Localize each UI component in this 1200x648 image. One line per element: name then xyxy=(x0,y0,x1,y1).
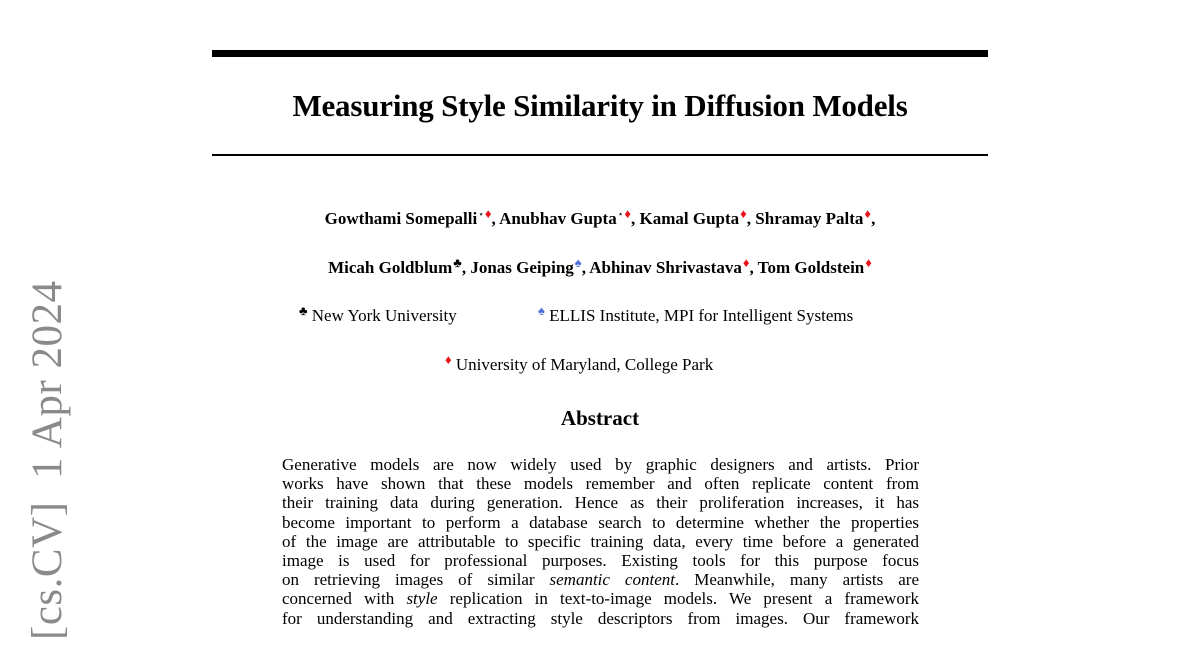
abstract-line: of the image are attributable to specific training data, every time before a generated xyxy=(282,531,919,551)
diamond-icon: ♦ xyxy=(484,206,492,221)
arxiv-category: [cs.CV] xyxy=(24,501,71,640)
abstract-line: works have shown that these models remember and often replicate content from xyxy=(282,474,919,494)
abstract-line: Generative models are now widely used by graphic designers and artists. Prior xyxy=(282,455,919,474)
diamond-icon: ♦ xyxy=(742,255,750,270)
abstract-line: their training data during generation. Hence as their proliferation increases, it has xyxy=(282,493,919,513)
author-separator: , xyxy=(491,209,500,228)
diamond-icon: ♦ xyxy=(445,352,452,367)
author-name: Abhinav Shrivastava xyxy=(589,258,742,277)
affiliation-ellis xyxy=(537,305,853,328)
author-name: Gowthami Somepalli xyxy=(324,209,478,228)
equal-contribution-star: ⋆ xyxy=(478,209,484,219)
affiliation-name: New York University xyxy=(311,306,457,325)
author-name: Tom Goldstein xyxy=(757,258,865,277)
author-name: Shramay Palta xyxy=(755,209,864,228)
equal-contribution-star: ⋆ xyxy=(617,209,624,219)
author-separator: , xyxy=(461,258,471,277)
club-icon: ♣ xyxy=(453,255,462,270)
author-name: Micah Goldblum xyxy=(328,258,453,277)
affiliation-name: ELLIS Institute, MPI for Intelligent Systems xyxy=(549,306,854,325)
abstract-line: become important to perform a database search to determine whether the properties xyxy=(282,512,919,532)
arxiv-date: 1 Apr 2024 xyxy=(24,280,71,480)
affiliation-name: University of Maryland, College Park xyxy=(455,355,714,374)
authors-line-2 xyxy=(212,257,988,280)
abstract-line: image is used for professional purposes. Existing tools for this purpose focus xyxy=(282,550,919,570)
arxiv-watermark xyxy=(26,281,70,640)
affiliation-nyu xyxy=(298,305,457,328)
author-separator: , xyxy=(630,209,640,228)
abstract-line: for understanding and extracting style descriptors from images. Our framework xyxy=(282,608,919,628)
author-name: Anubhav Gupta xyxy=(499,209,617,228)
title-bottom-rule xyxy=(212,154,988,156)
affiliation-umd xyxy=(444,354,713,377)
diamond-icon: ♦ xyxy=(740,206,747,221)
club-icon: ♣ xyxy=(299,303,308,318)
diamond-icon: ♦ xyxy=(865,255,872,270)
emphasis-text: style xyxy=(406,589,438,609)
abstract-body xyxy=(282,455,919,628)
diamond-icon: ♦ xyxy=(864,206,872,221)
author-separator: , xyxy=(581,258,590,277)
author-separator: , xyxy=(749,258,758,277)
paper-title: Measuring Style Similarity in Diffusion Models xyxy=(292,88,908,123)
emphasis-text: semantic content xyxy=(549,570,675,590)
author-separator: , xyxy=(871,209,876,228)
abstract-heading: Abstract xyxy=(560,406,640,430)
authors-line-1 xyxy=(212,208,988,232)
author-separator: , xyxy=(746,209,756,228)
spade-icon: ♠ xyxy=(538,303,545,318)
abstract-line: on retrieving images of similar semantic content. Meanwhile, many artists are xyxy=(282,570,919,590)
title-top-rule xyxy=(212,50,988,57)
diamond-icon: ♦ xyxy=(624,206,631,221)
author-name: Kamal Gupta xyxy=(639,209,740,228)
author-name: Jonas Geiping xyxy=(470,258,574,277)
spade-icon: ♠ xyxy=(574,255,582,270)
abstract-line: concerned with style replication in text-to-image models. We present a framework xyxy=(282,589,919,609)
